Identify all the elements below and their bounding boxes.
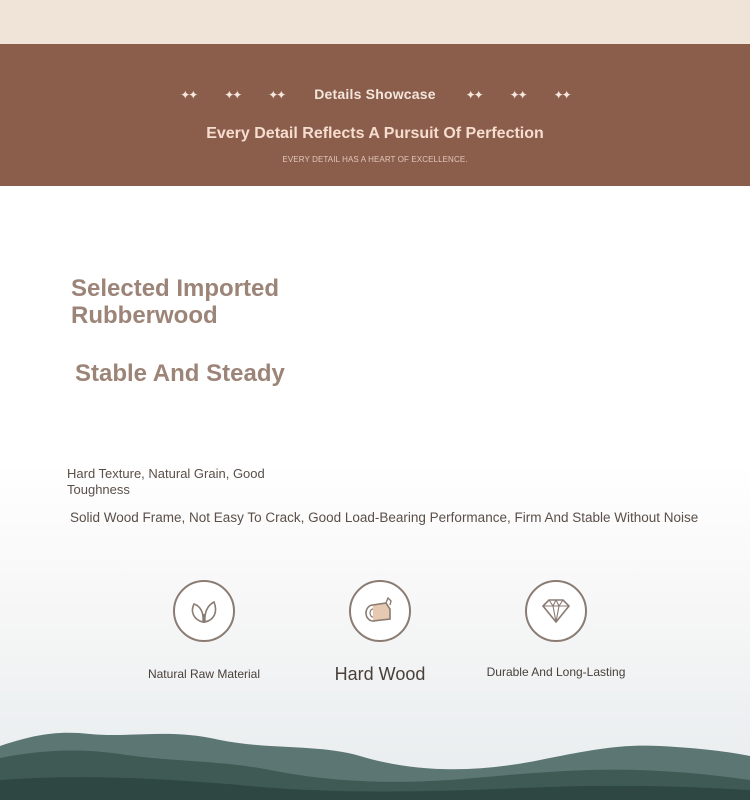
sparkle-icon: ✦✦ bbox=[553, 88, 570, 102]
diamond-icon bbox=[525, 580, 587, 642]
section-name: Details Showcase bbox=[314, 86, 436, 102]
wood-log-icon bbox=[349, 580, 411, 642]
texture-description: Hard Texture, Natural Grain, Good Toughness bbox=[67, 466, 265, 497]
sparkle-icon: ✦✦ bbox=[180, 88, 197, 102]
sparkle-icon: ✦✦ bbox=[224, 88, 241, 102]
feature-natural-raw-material bbox=[104, 580, 304, 681]
feature-hard-wood bbox=[280, 580, 480, 684]
sparkle-icon: ✦✦ bbox=[268, 88, 285, 102]
sparkle-icon: ✦✦ bbox=[465, 88, 482, 102]
sparkle-icon: ✦✦ bbox=[509, 88, 526, 102]
feature-label: Natural Raw Material bbox=[147, 667, 261, 681]
top-strip bbox=[0, 0, 750, 44]
mountain-landscape bbox=[0, 700, 750, 800]
feature-heading: Stable And Steady bbox=[75, 360, 285, 387]
banner-header-row bbox=[0, 86, 750, 102]
details-banner bbox=[0, 44, 750, 186]
leaf-icon bbox=[173, 580, 235, 642]
product-heading: Selected Imported Rubberwood bbox=[71, 275, 280, 329]
feature-label: Hard Wood bbox=[334, 664, 426, 684]
banner-title: Every Detail Reflects A Pursuit Of Perfection bbox=[206, 125, 544, 142]
banner-subtitle: EVERY DETAIL HAS A HEART OF EXCELLENCE. bbox=[282, 155, 468, 164]
feature-durable bbox=[456, 580, 656, 679]
feature-label: Durable And Long-Lasting bbox=[486, 665, 626, 679]
frame-description: Solid Wood Frame, Not Easy To Crack, Good Load-Bearing Performance, Firm And Stable Without Noise bbox=[70, 510, 699, 525]
